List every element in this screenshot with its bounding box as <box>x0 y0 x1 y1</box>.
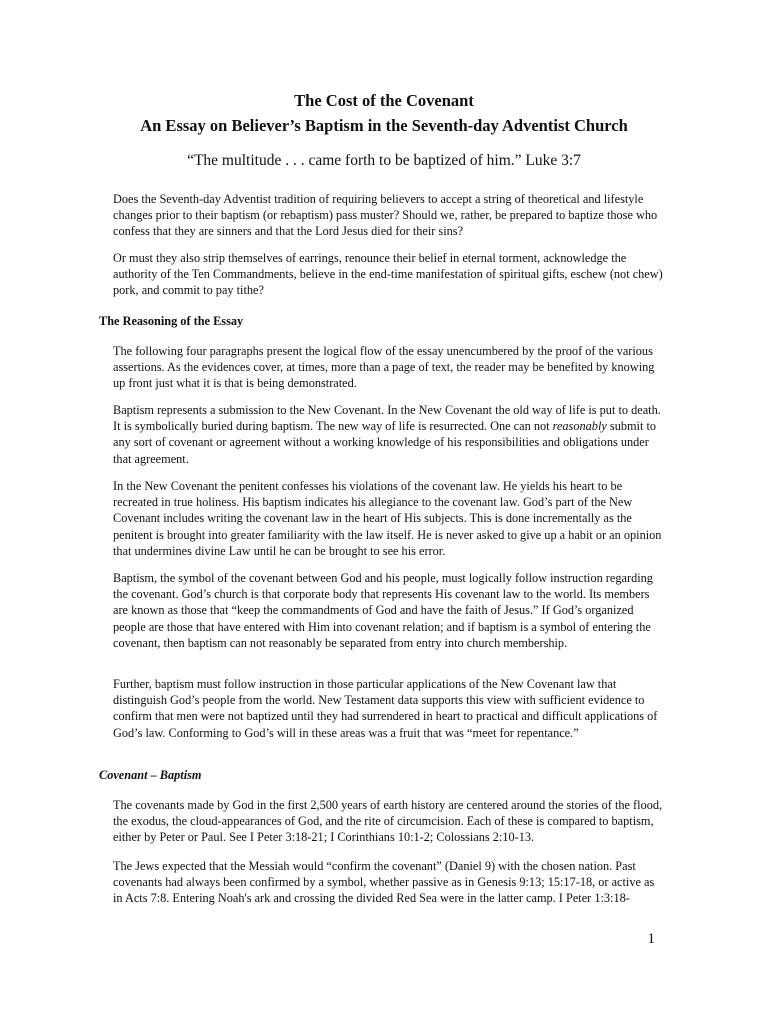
epigraph-quote: “The multitude . . . came forth to be baptized of him.” Luke 3:7 <box>187 152 581 169</box>
covenant-paragraph-1: The covenants made by God in the first 2,500 years of earth history are centered around the stories of the flood, the exodus, the cloud-appearances of God, and the rite of circumcision. Each of these is compared to baptism, either by Peter or Paul. See I Peter 3:18-21; I Corinthians 10:1-2; Colossians 2:10-13. <box>113 798 663 845</box>
section-heading-covenant-baptism: Covenant – Baptism <box>99 768 202 782</box>
reasoning-paragraph-3: In the New Covenant the penitent confesses his violations of the covenant law. He yields his heart to be recreated in true holiness. His baptism indicates his allegiance to the covenant law. God’s part of the New Covenant includes writing the covenant law in the heart of His subjects. This is done incrementally as the penitent is brought into greater familiarity with the law itself. He is never asked to give up a habit or an opinion that undermines divine Law until he can be brought to see his error. <box>113 479 662 558</box>
covenant-paragraph-2: The Jews expected that the Messiah would “confirm the covenant” (Daniel 9) with the chosen nation. Past covenants had always been confirmed by a symbol, whether passive as in Genesis 9:13; 15:17-18, or active as in Acts 7:8. Entering Noah's ark and crossing the divided Red Sea were in the latter camp. I Peter 1:3:18- <box>113 859 655 906</box>
document-subtitle: An Essay on Believer’s Baptism in the Seventh-day Adventist Church <box>140 116 628 135</box>
paragraph-text: Baptism represents a submission to the New Covenant. In the New Covenant the old way of life is put to death. It is symbolically buried during baptism. The new way of life is resurrected. One can not <box>113 403 661 434</box>
section-heading-reasoning: The Reasoning of the Essay <box>99 314 244 328</box>
document-title: The Cost of the Covenant <box>294 91 474 110</box>
intro-paragraph-1: Does the Seventh-day Adventist tradition of requiring believers to accept a string of theoretical and lifestyle changes prior to their baptism (or rebaptism) pass muster? Should we, rather, be prepared to baptize those who confess that they are sinners and that the Lord Jesus died for their sins? <box>113 192 658 239</box>
reasoning-paragraph-1: The following four paragraphs present the logical flow of the essay unencumbered by the proof of the various assertions. As the evidences cover, at times, more than a page of text, the reader may be benefited by knowing up front just what it is that is being demonstrated. <box>113 344 655 391</box>
emphasis-text: reasonably <box>552 419 607 434</box>
reasoning-paragraph-4: Baptism, the symbol of the covenant between God and his people, must logically follow instruction regarding the covenant. God’s church is that corporate body that represents His covenant law to the world. Its members are known as those that “keep the commandments of God and have the faith of Jesus.” If God’s organized people are those that have entered with Him into covenant relation; and if baptism is a symbol of entering the covenant, then baptism can not reasonably be separated from entry into church membership. <box>113 571 653 650</box>
page-number: 1 <box>647 931 655 947</box>
intro-paragraph-2: Or must they also strip themselves of earrings, renounce their belief in eternal torment, acknowledge the authority of the Ten Commandments, believe in the end-time manifestation of spiritual gifts, eschew (not chew) pork, and commit to pay tithe? <box>113 251 663 298</box>
paragraph-text: submit to any sort of covenant or agreement without a working knowledge of his responsibilities and obligations under that agreement. <box>113 419 657 466</box>
reasoning-paragraph-5: Further, baptism must follow instruction in those particular applications of the New Covenant law that distinguish God’s people from the world. New Testament data supports this view with sufficient evidence to confirm that men were not baptized until they had surrendered in heart to practical and difficult applications of God’s law. Conforming to God’s will in these areas was a fruit that was “meet for repentance.” <box>113 677 658 740</box>
reasoning-paragraph-2 <box>113 402 665 467</box>
